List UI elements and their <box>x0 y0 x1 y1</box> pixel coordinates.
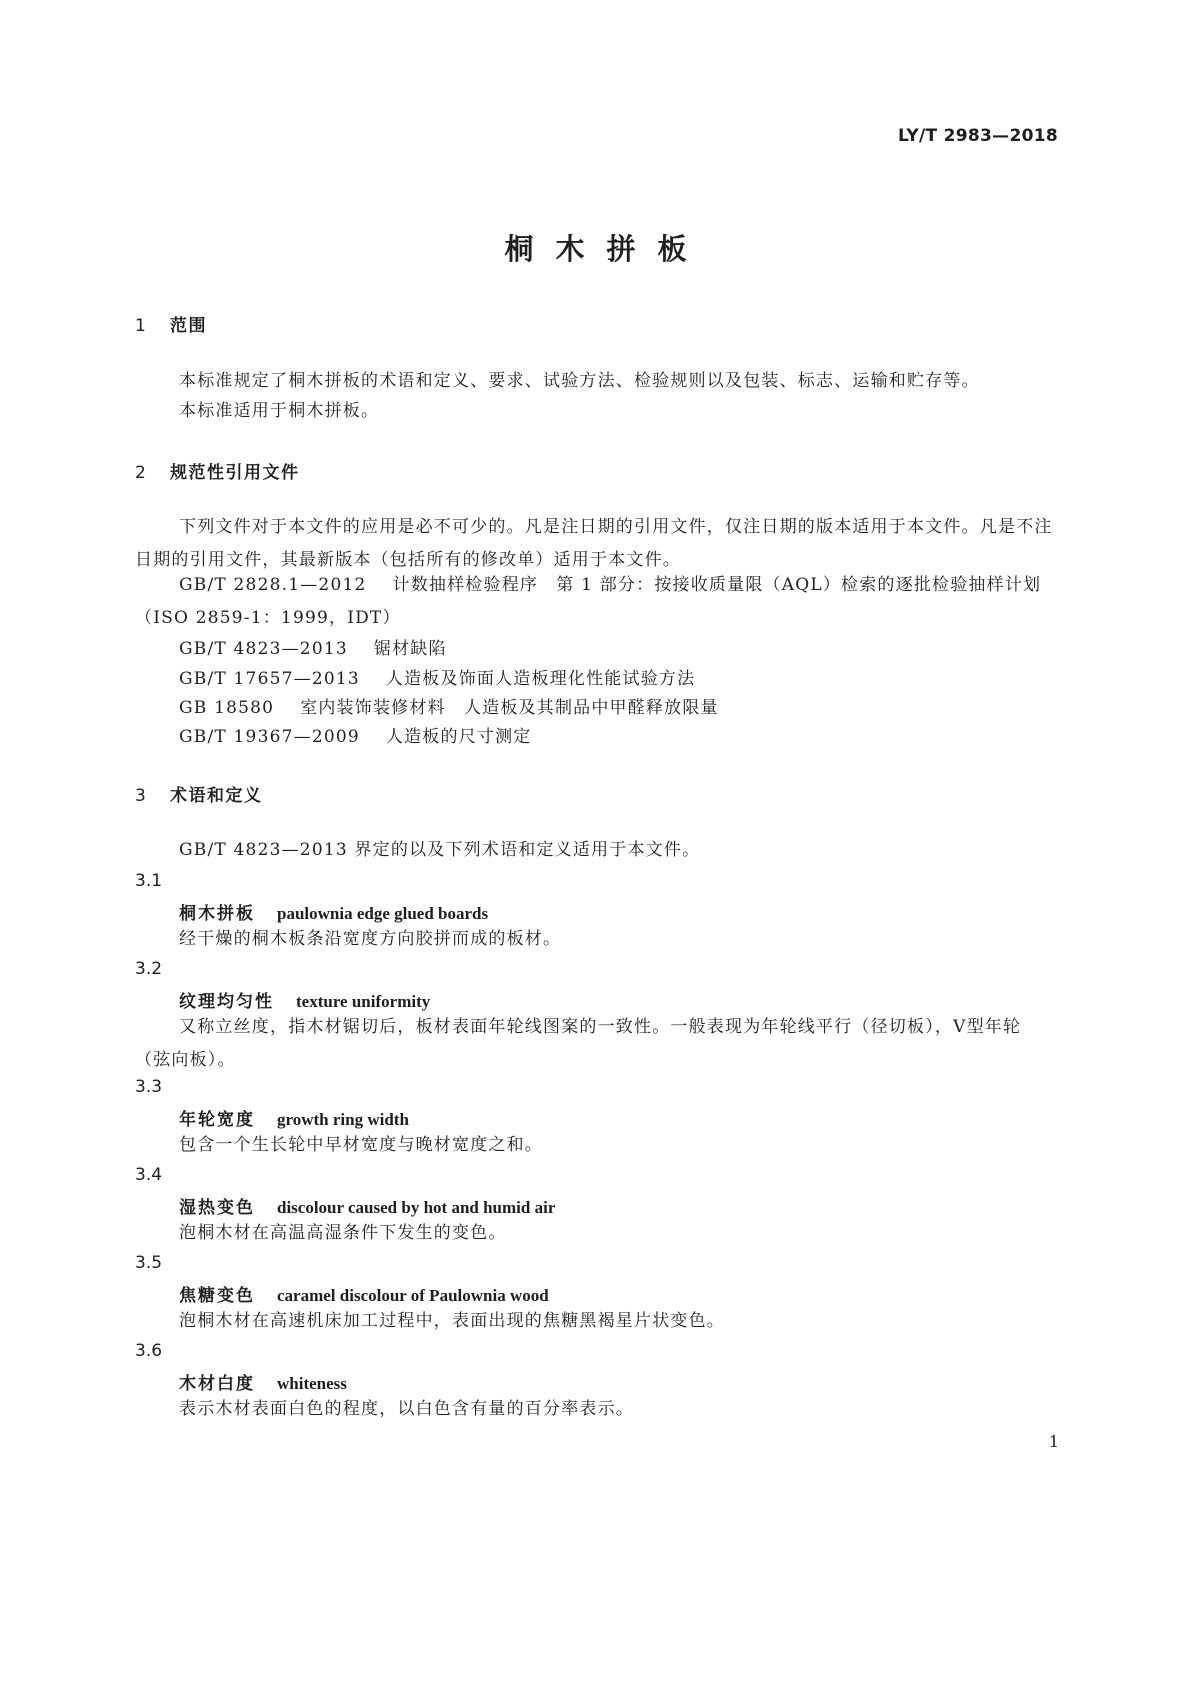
reference-item <box>179 664 695 689</box>
section-title: 范围 <box>170 316 207 336</box>
term-heading <box>179 1193 555 1218</box>
reference-title: 计数抽样检验程序 第 1 部分：按接收质量限（AQL）检索的逐批检验抽样计划（ISO 2859-1：1999，IDT） <box>135 575 1042 628</box>
term-chinese: 年轮宽度 <box>179 1110 255 1130</box>
reference-title: 人造板的尺寸测定 <box>385 727 532 747</box>
term-english: caramel discolour of Paulownia wood <box>277 1286 549 1305</box>
term-chinese: 湿热变色 <box>179 1198 255 1218</box>
section-heading-terms <box>135 781 263 806</box>
term-heading <box>179 987 430 1012</box>
term-definition: 表示木材表面白色的程度，以白色含有量的百分率表示。 <box>179 1399 634 1419</box>
section-number: 1 <box>135 316 148 336</box>
reference-code: GB/T 17657—2013 <box>179 669 360 689</box>
section-number: 2 <box>135 463 148 483</box>
clause-number: 3.5 <box>135 1253 163 1273</box>
clause-number: 3.6 <box>135 1341 163 1361</box>
term-chinese: 木材白度 <box>179 1374 255 1394</box>
clause-number: 3.3 <box>135 1077 163 1097</box>
section-heading-scope <box>135 311 207 336</box>
term-definition: 泡桐木材在高温高湿条件下发生的变色。 <box>179 1223 507 1243</box>
reference-item <box>179 722 532 747</box>
term-english: texture uniformity <box>296 992 431 1011</box>
term-definition: 包含一个生长轮中早材宽度与晚材宽度之和。 <box>179 1135 543 1155</box>
term-heading <box>179 1281 549 1306</box>
document-title: 桐木拼板 <box>504 232 709 266</box>
scope-paragraph-2: 本标准适用于桐木拼板。 <box>179 401 380 421</box>
reference-code: GB 18580 <box>179 698 275 718</box>
page-number: 1 <box>1048 1432 1059 1451</box>
term-english: discolour caused by hot and humid air <box>277 1198 556 1217</box>
clause-number: 3.4 <box>135 1165 163 1185</box>
section-heading-normative-references <box>135 458 300 483</box>
term-chinese: 桐木拼板 <box>179 904 255 924</box>
reference-code: GB/T 4823—2013 <box>179 639 348 659</box>
term-heading <box>179 899 488 924</box>
term-definition: 泡桐木材在高速机床加工过程中，表面出现的焦糖黑褐星片状变色。 <box>179 1311 725 1331</box>
reference-item <box>179 693 719 718</box>
section-title: 规范性引用文件 <box>170 463 300 483</box>
reference-title: 锯材缺陷 <box>373 639 447 659</box>
section-number: 3 <box>135 786 148 806</box>
reference-item <box>135 569 1055 635</box>
scope-paragraph-1: 本标准规定了桐木拼板的术语和定义、要求、试验方法、检验规则以及包装、标志、运输和贮存等。 <box>179 371 980 391</box>
term-heading <box>179 1369 347 1394</box>
standard-code: LY/T 2983—2018 <box>897 126 1058 146</box>
section-title: 术语和定义 <box>170 786 263 806</box>
reference-code: GB/T 2828.1—2012 <box>179 575 367 595</box>
term-chinese: 焦糖变色 <box>179 1286 255 1306</box>
term-english: whiteness <box>277 1374 347 1393</box>
term-english: paulownia edge glued boards <box>277 904 489 923</box>
reference-title: 人造板及饰面人造板理化性能试验方法 <box>385 669 696 689</box>
term-heading <box>179 1105 409 1130</box>
reference-item <box>179 634 447 659</box>
clause-number: 3.1 <box>135 871 163 891</box>
term-definition: 又称立丝度，指木材锯切后，板材表面年轮线图案的一致性。一般表现为年轮线平行（径切板），V型年轮（弦向板）。 <box>135 1017 1022 1070</box>
reference-code: GB/T 19367—2009 <box>179 727 360 747</box>
terms-intro: GB/T 4823—2013 界定的以及下列术语和定义适用于本文件。 <box>179 840 701 860</box>
term-definition: 经干燥的桐木板条沿宽度方向胶拼而成的板材。 <box>179 929 562 949</box>
references-intro: 下列文件对于本文件的应用是必不可少的。凡是注日期的引用文件，仅注日期的版本适用于本文件。凡是不注日期的引用文件，其最新版本（包括所有的修改单）适用于本文件。 <box>135 517 1053 570</box>
term-chinese: 纹理均匀性 <box>179 992 274 1012</box>
clause-number: 3.2 <box>135 959 163 979</box>
reference-title: 室内装饰装修材料 人造板及其制品中甲醛释放限量 <box>300 698 719 718</box>
term-english: growth ring width <box>277 1110 409 1129</box>
